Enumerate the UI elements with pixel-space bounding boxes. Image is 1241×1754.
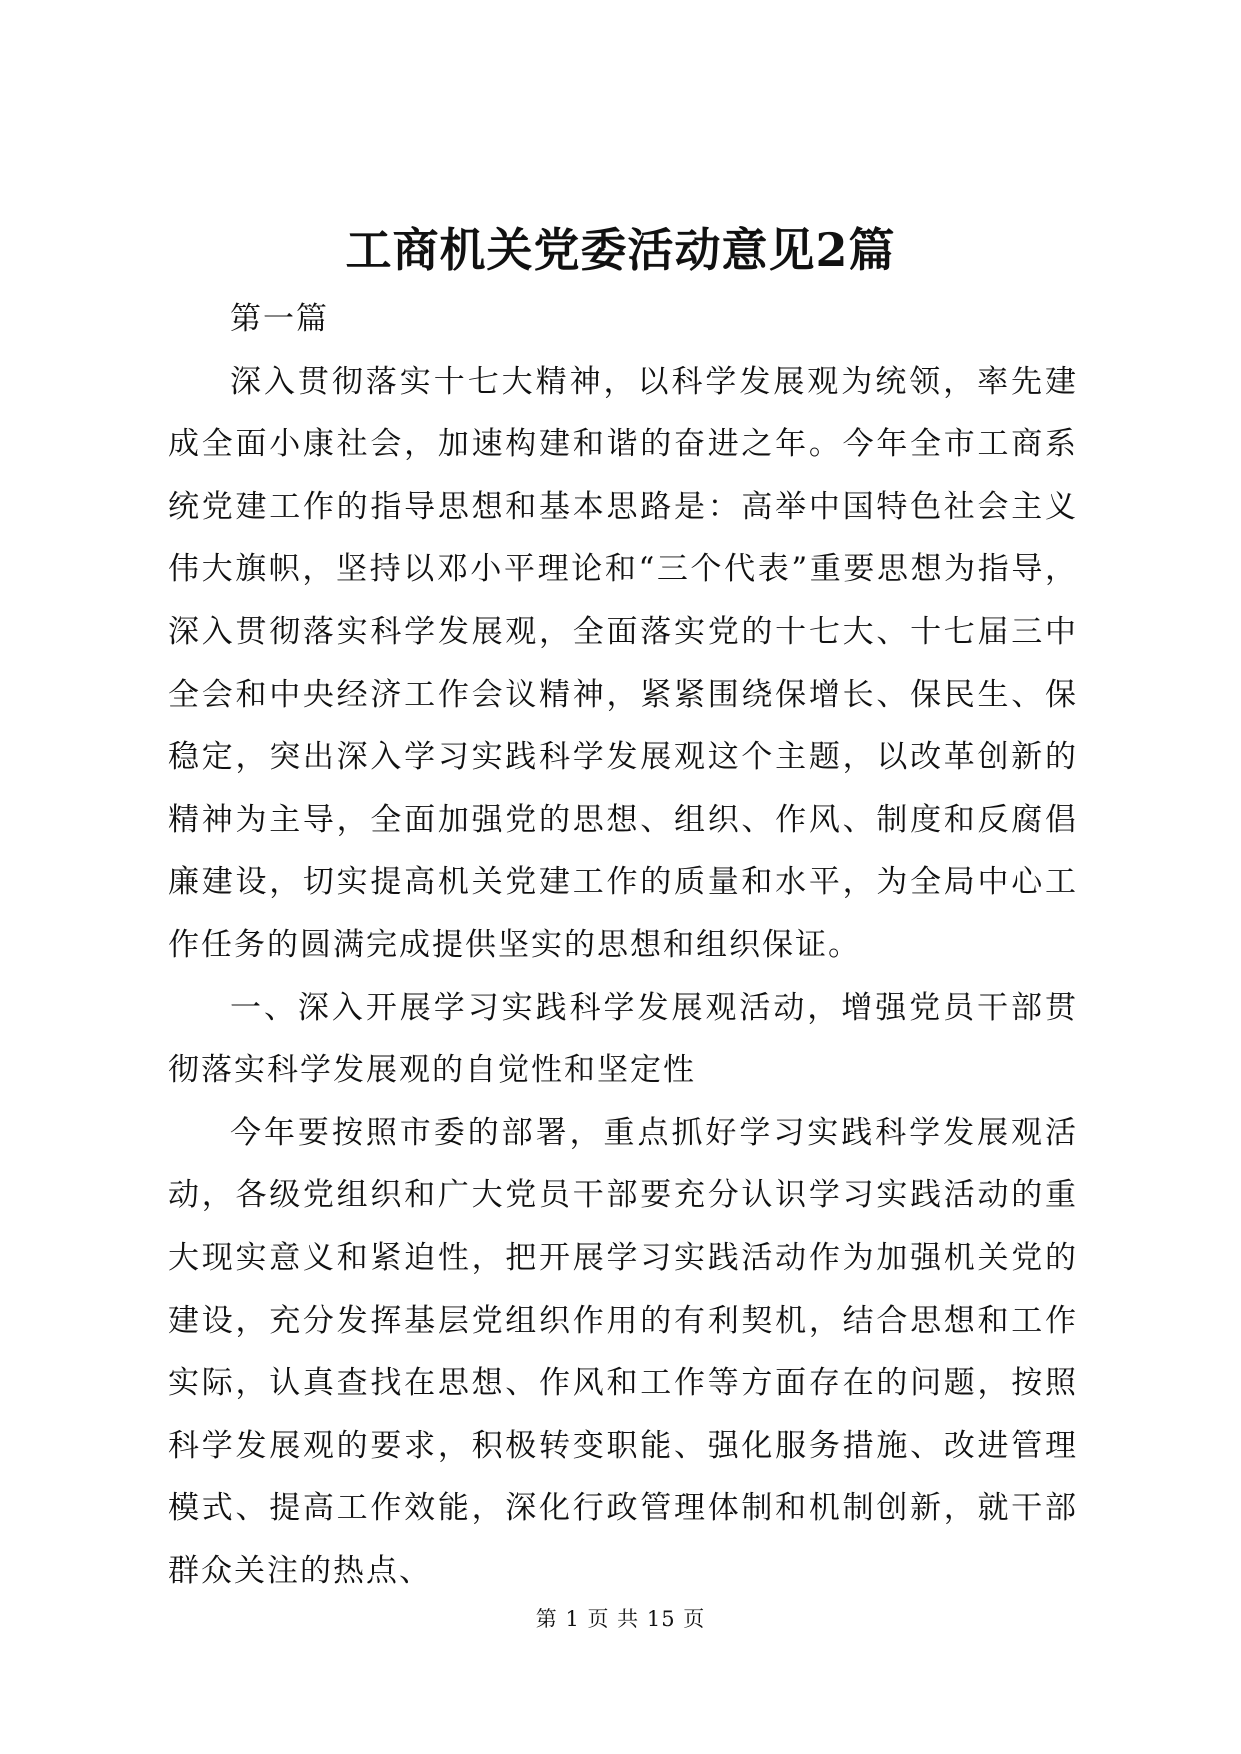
section-heading: 第一篇 <box>230 301 329 337</box>
paragraph: 一、深入开展学习实践科学发展观活动，增强党员干部贯彻落实科学发展观的自觉性和坚定性 <box>168 989 1078 1089</box>
page-footer <box>0 1604 1241 1634</box>
paragraph: 深入贯彻落实十七大精神，以科学发展观为统领，率先建成全面小康社会，加速构建和谐的奋进之年。今年全市工商系统党建工作的指导思想和基本思路是：高举中国特色社会主义伟大旗帜，坚持以邓小平理论和“三个代表”重要思想为指导，深入贯彻落实科学发展观，全面落实党的十七大、十七届三中全会和中央经济工作会议精神，紧紧围绕保增长、保民生、保稳定，突出深入学习实践科学发展观这个主题，以改革创新的精神为主导，全面加强党的思想、组织、作风、制度和反腐倡廉建设，切实提高机关党建工作的质量和水平，为全局中心工作任务的圆满完成提供坚实的思想和组织保证。 <box>168 363 1078 963</box>
document-body <box>168 288 1078 1602</box>
paragraph: 今年要按照市委的部署，重点抓好学习实践科学发展观活动，各级党组织和广大党员干部要充分认识学习实践活动的重大现实意义和紧迫性，把开展学习实践活动作为加强机关党的建设，充分发挥基层党组织作用的有利契机，结合思想和工作实际，认真查找在思想、作风和工作等方面存在的问题，按照科学发展观的要求，积极转变职能、强化服务措施、改进管理模式、提高工作效能，深化行政管理体制和机制创新，就干部群众关注的热点、 <box>168 1114 1078 1589</box>
page-indicator: 第 1 页 共 15 页 <box>535 1607 706 1631</box>
document-title: 工商机关党委活动意见2篇 <box>345 223 896 277</box>
